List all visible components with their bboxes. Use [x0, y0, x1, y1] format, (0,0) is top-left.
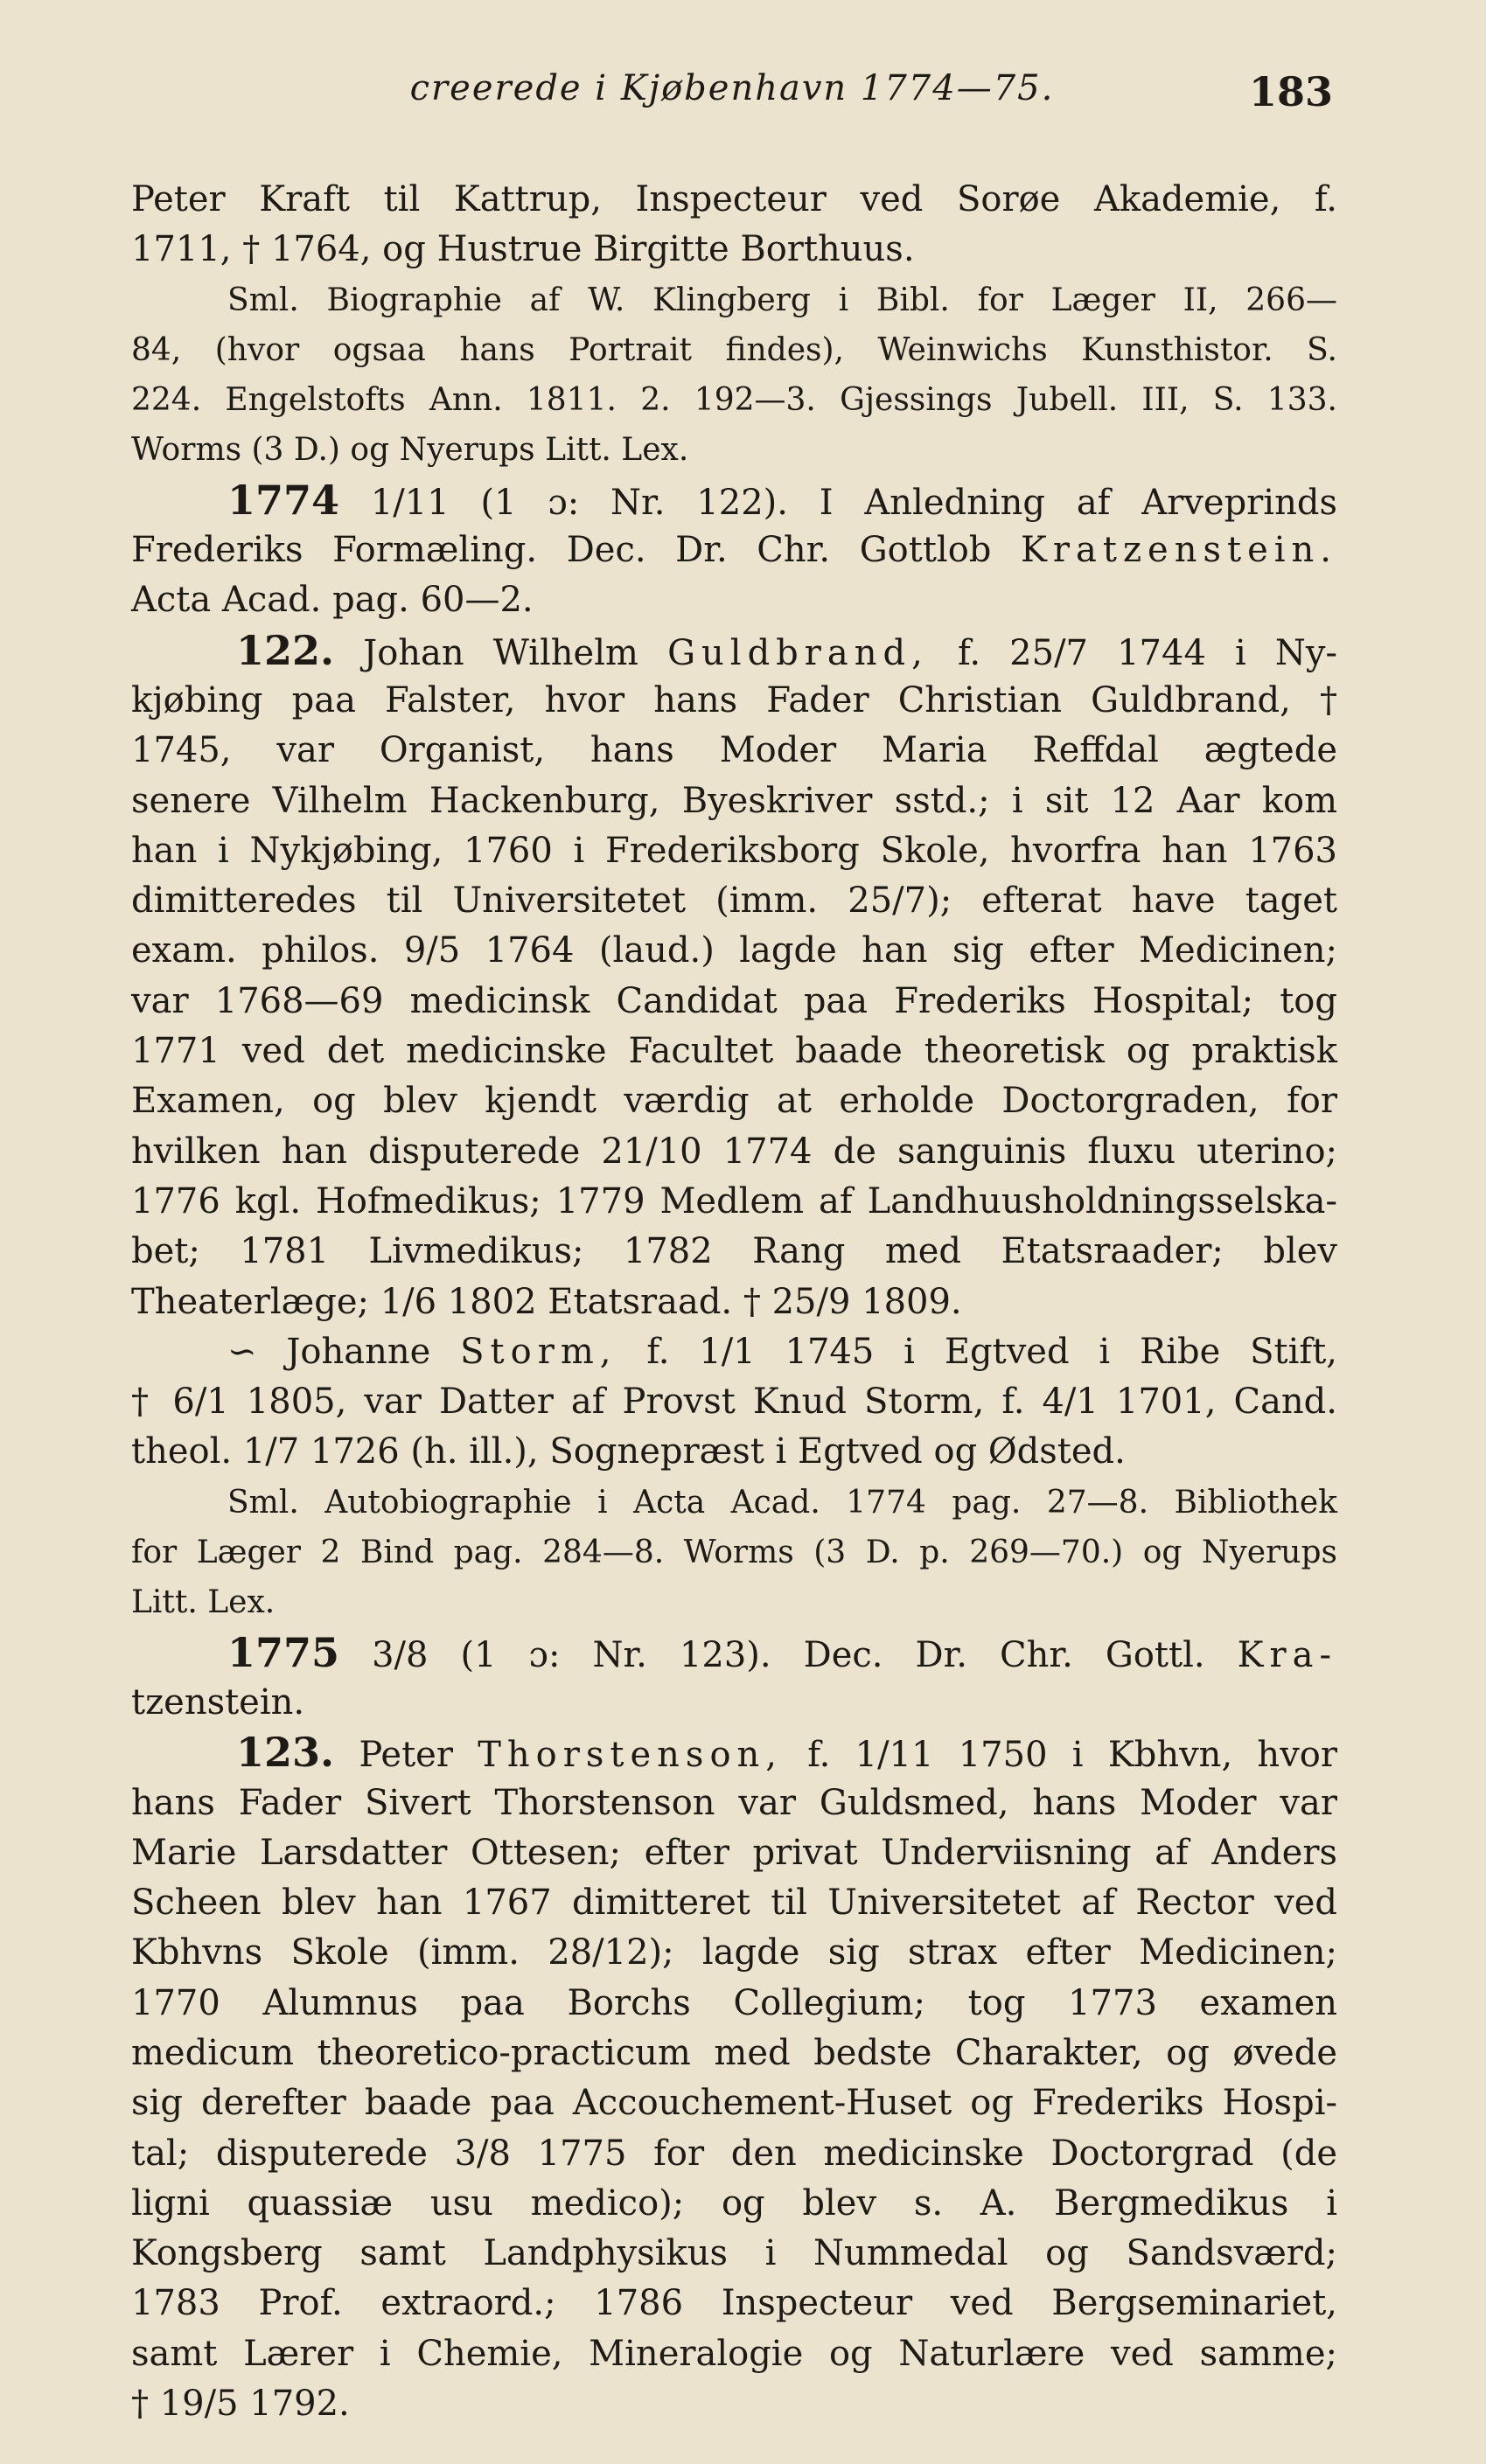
- person-name: tzenstein.: [131, 1681, 305, 1723]
- text-line: tal; disputerede 3/8 1775 for den medicinske Doctorgrad (de: [131, 2133, 1337, 2174]
- reference-line: 84, (hvor ogsaa hans Portrait findes), Weinwichs Kunsthistor. S.: [131, 331, 1337, 368]
- reference-line: 224. Engelstofts Ann. 1811. 2. 192—3. Gjessings Jubell. III, S. 133.: [131, 382, 1337, 419]
- given-names: Peter: [359, 1735, 453, 1776]
- running-title: creerede i Kjøbenhavn 1774—75.: [409, 68, 1055, 108]
- entry-number: 122.: [236, 626, 335, 674]
- promotion-text: 1/11 (1 ɔ: Nr. 122). I Anledning af Arveprinds: [370, 482, 1337, 523]
- spouse-given-name: ∽ Johanne: [227, 1331, 431, 1372]
- text-line: † 6/1 1805, var Datter af Provst Knud Storm, f. 4/1 1701, Cand.: [131, 1382, 1337, 1423]
- text-line: senere Vilhelm Hackenburg, Byeskriver sstd.; i sit 12 Aar kom: [131, 780, 1337, 821]
- text-line: hans Fader Sivert Thorstenson var Guldsmed, hans Moder var: [131, 1782, 1337, 1823]
- promotion-text: Frederiks Formæling. Dec. Dr. Chr. Gottlob: [131, 530, 992, 571]
- reference-line: for Læger 2 Bind pag. 284—8. Worms (3 D. p. 269—70.) og Nyerups: [131, 1535, 1337, 1571]
- text-line: 1745, var Organist, hans Moder Maria Reffdal ægtede: [131, 730, 1337, 771]
- text-line: 1783 Prof. extraord.; 1786 Inspecteur ved Bergseminariet,: [131, 2283, 1337, 2324]
- person-name: Thorstenson,: [478, 1735, 783, 1776]
- given-names: Johan Wilhelm: [363, 632, 638, 673]
- reference-line: Worms (3 D.) og Nyerups Litt. Lex.: [131, 432, 689, 469]
- text-line: bet; 1781 Livmedikus; 1782 Rang med Etatsraader; blev: [131, 1231, 1337, 1272]
- promotion-heading: [131, 1628, 1337, 1678]
- page-header: [131, 68, 1333, 121]
- text-line: dimitteredes til Universitetet (imm. 25/7); efterat have taget: [131, 880, 1337, 922]
- person-name: Guldbrand,: [667, 632, 929, 673]
- promotion-text: 3/8 (1 ɔ: Nr. 123). Dec. Dr. Chr. Gottl.: [372, 1634, 1205, 1675]
- person-name: Kra-: [1237, 1634, 1337, 1675]
- entry-number: 123.: [236, 1729, 335, 1777]
- text-line: 1771 ved det medicinske Facultet baade theoretisk og praktisk: [131, 1031, 1337, 1072]
- text-line: hvilken han disputerede 21/10 1774 de sanguinis fluxu uterino;: [131, 1131, 1337, 1172]
- spouse-heading: [131, 1327, 1337, 1377]
- entry-heading-122: [131, 626, 1337, 676]
- text-line: 1770 Alumnus paa Borchs Collegium; tog 1773 examen: [131, 1982, 1337, 2023]
- text-line: samt Lærer i Chemie, Mineralogie og Naturlære ved samme;: [131, 2333, 1337, 2374]
- text-line: Scheen blev han 1767 dimitteret til Universitetet af Rector ved: [131, 1883, 1337, 1924]
- page-text: [131, 175, 1337, 2429]
- year-1775: 1775: [227, 1628, 340, 1676]
- person-name: Storm,: [460, 1331, 617, 1372]
- reference-line: Sml. Biographie af W. Klingberg i Bibl. for Læger II, 266—: [227, 282, 1337, 318]
- text-line: Kbhvns Skole (imm. 28/12); lagde sig strax efter Medicinen;: [131, 1932, 1337, 1973]
- text-line: han i Nykjøbing, 1760 i Frederiksborg Skole, hvorfra han 1763: [131, 830, 1337, 871]
- text-line: sig derefter baade paa Accouchement-Huset og Frederiks Hospi-: [131, 2083, 1337, 2124]
- entry-heading-123: [131, 1728, 1337, 1778]
- year-1774: 1774: [227, 476, 340, 524]
- text-line: Peter Kraft til Kattrup, Inspecteur ved Sorøe Akademie, f.: [131, 179, 1337, 219]
- text-line: [131, 526, 1337, 575]
- reference-line: Litt. Lex.: [131, 1584, 276, 1621]
- text-line: Kongsberg samt Landphysikus i Nummedal og Sandsværd;: [131, 2233, 1337, 2274]
- text-line: exam. philos. 9/5 1764 (laud.) lagde han sig efter Medicinen;: [131, 930, 1337, 971]
- text-line: Marie Larsdatter Ottesen; efter privat Underviisning af Anders: [131, 1832, 1337, 1873]
- birth-info: f. 1/1 1745 i Egtved i Ribe Stift,: [646, 1331, 1337, 1372]
- text-line: Acta Acad. pag. 60—2.: [131, 580, 534, 621]
- person-name: Kratzenstein.: [1021, 530, 1338, 571]
- text-line: kjøbing paa Falster, hvor hans Fader Christian Guldbrand, †: [131, 679, 1337, 720]
- birth-info: f. 25/7 1744 i Ny-: [957, 632, 1338, 673]
- text-line: 1711, † 1764, og Hustrue Birgitte Borthuus.: [131, 229, 915, 270]
- text-line: medicum theoretico-practicum med bedste Charakter, og øvede: [131, 2032, 1337, 2073]
- promotion-heading: [131, 476, 1337, 526]
- reference-line: Sml. Autobiographie i Acta Acad. 1774 pag. 27—8. Bibliothek: [227, 1484, 1337, 1521]
- text-line: var 1768—69 medicinsk Candidat paa Frederiks Hospital; tog: [131, 980, 1337, 1021]
- text-line: theol. 1/7 1726 (h. ill.), Sognepræst i Egtved og Ødsted.: [131, 1431, 1126, 1472]
- text-line: ligni quassiæ usu medico); og blev s. A. Bergmedikus i: [131, 2182, 1337, 2224]
- text-line: † 19/5 1792.: [131, 2384, 350, 2425]
- page-number: 183: [1248, 68, 1333, 115]
- text-line: 1776 kgl. Hofmedikus; 1779 Medlem af Landhuusholdningsselska-: [131, 1180, 1337, 1222]
- birth-info: f. 1/11 1750 i Kbhvn, hvor: [807, 1735, 1337, 1776]
- text-line: Examen, og blev kjendt værdig at erholde Doctorgraden, for: [131, 1081, 1337, 1122]
- text-line: Theaterlæge; 1/6 1802 Etatsraad. † 25/9 1809.: [131, 1281, 962, 1322]
